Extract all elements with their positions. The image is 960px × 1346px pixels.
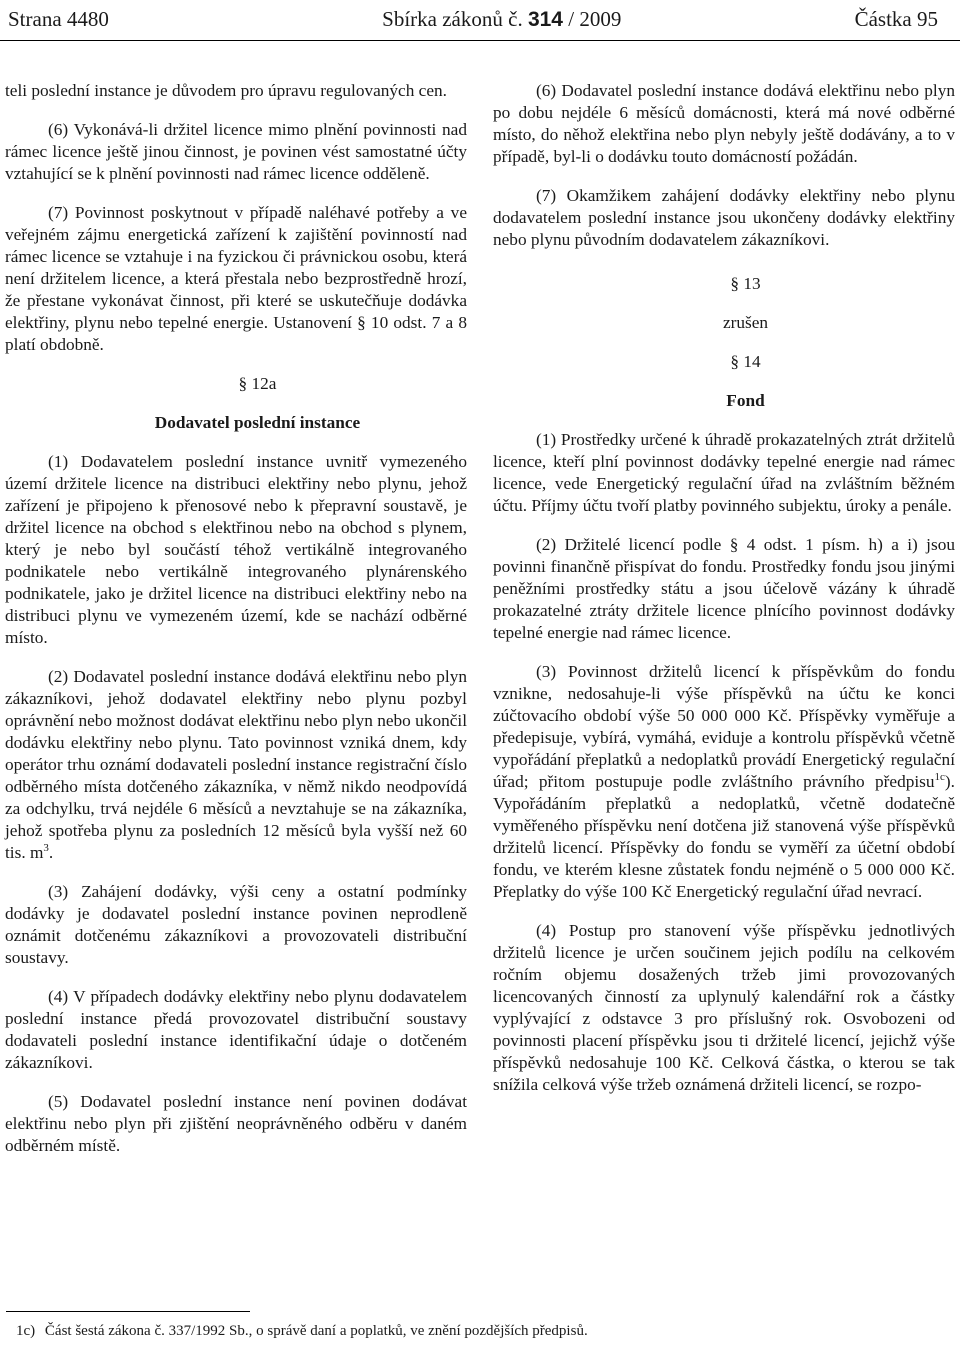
paragraph-12a-2 (5, 666, 467, 864)
paragraph-12a-7: (7) Okamžikem zahájení dodávky elektřiny nebo plynu dodavatelem poslední instance jsou ukončeny dodávky elektřiny nebo plynu původním dodavatelem zákazníkovi. (493, 186, 955, 249)
collection-name: Sbírka zákonů č. (382, 6, 523, 31)
section-14-number: § 14 (730, 352, 761, 371)
section-13-number: § 13 (730, 274, 761, 293)
paragraph-12a-3: (3) Zahájení dodávky, výši ceny a ostatní podmínky dodávky je dodavatel poslední instance povinen neprodleně oznámit dotčenému zákazníkovi a provozovateli distribuční soustavy. (5, 882, 467, 967)
paragraph-12a-6: (6) Dodavatel poslední instance dodává elektřinu nebo plyn po dobu nejdéle 6 měsíců domácnosti, která má nové odběrné místo, do něhož elektřina nebo plyn nebyly ještě dodávány, a to v případě, byl-li o dodávku touto domácností požádán. (493, 81, 955, 166)
paragraph-14-3 (493, 661, 955, 903)
paragraph-12-6: (6) Vykonává-li držitel licence mimo plnění povinnosti nad rámec licence ještě jinou činnost, je povinen vést samostatné účty vztahující se k plnění povinnosti nad rámec licence odděleně. (5, 120, 467, 183)
paragraph-12a-2-end: . (48, 843, 54, 862)
page-number: Strana 4480 (8, 6, 109, 31)
paragraph-12a-2-text: (2) Dodavatel poslední instance dodává elektřinu nebo plyn zákazníkovi, jehož dodavatel elektřiny nebo plynu pozbyl oprávnění nebo možnost dodávat elektřinu nebo plyn nebo ukončil dodávku elektřiny nebo plynu. Tato povinnost vzniká dnem, kdy operátor trhu oznámí dodavateli poslední instance registrační číslo odběrného místa dotčeného zákazníka, v němž nikdo neodpovídá za odchylku, trvá nejdéle 6 měsíců a nevztahuje se na zákazníka, jehož spotřeba plynu za posledních 12 měsíců byla vyšší než 60 tis. m (5, 667, 467, 862)
section-12a-title: Dodavatel poslední instance (154, 413, 361, 432)
footnote-mark: 1c) (16, 1323, 36, 1339)
issue-number: Částka 95 (854, 6, 938, 31)
footnote-text: Část šestá zákona č. 337/1992 Sb., o správě daní a poplatků, ve znění pozdějších předpisů. (44, 1323, 588, 1339)
paragraph-continuation: teli poslední instance je důvodem pro úpravu regulovaných cen. (5, 81, 447, 100)
left-column (5, 80, 467, 1174)
paragraph-14-3-continuation: ). Vypořádáním přeplatků a nedoplatků, včetně dodatečně vyměřeného příspěvku není dotčena již stanovená výše příspěvků držitelů licencí. Příspěvky do fondu se vyměří za účetní období fondu, ve kterém klesne zůstatek fondu nejméně o 5 000 000 Kč. Přeplatky do výše 100 Kč Energetický regulační úřad nevrací. (493, 772, 955, 901)
paragraph-12-7: (7) Povinnost poskytnout v případě naléhavé potřeby a ve veřejném zájmu energetická zařízení k zajištění povinností nad rámec licence se vztahuje i na fyzickou či právnickou osobu, která není držitelem licence, a která přestala nebo bezprostředně hrozí, že přestane vykonávat činnost, při které se uskutečňuje dodávka elektřiny, plynu nebo tepelné energie. Ustanovení § 10 odst. 7 a 8 platí obdobně. (5, 203, 467, 354)
section-13-text: zrušen (722, 313, 769, 332)
header-rule (0, 40, 960, 41)
paragraph-12a-5: (5) Dodavatel poslední instance není povinen dodávat elektřinu nebo plyn při zjištění neoprávněného odběru v daném odběrném místě. (5, 1092, 467, 1155)
section-12a-number: § 12a (238, 374, 277, 393)
right-column (493, 80, 955, 1113)
paragraph-14-1: (1) Prostředky určené k úhradě prokazatelných ztrát držitelů licence, kteří plní povinnost dodávky tepelné energie nad rámec licence, vede Energetický regulační úřad na zvláštním běžném účtu. Příjmy účtu tvoří platby povinného subjektu, úroky a penále. (493, 430, 955, 515)
paragraph-14-3-text: (3) Povinnost držitelů licencí k příspěvkům do fondu vznikne, nedosahuje-li výše příspěvků na účtu ke konci zúčtovacího období výše 50 000 000 Kč. Příspěvky vyměřuje a předepisuje, vybírá, vymáhá, eviduje a kontrolu příspěvků včetně vypořádání přeplatků a nedoplatků provádí Energetický regulační úřad; přitom postupuje podle zvláštního právního předpisu (493, 662, 955, 791)
paragraph-12a-4: (4) V případech dodávky elektřiny nebo plynu dodavatelem poslední instance předá provozovatel distribuční soustavy dodavateli poslední instance identifikační údaje o dotčeném zákazníkovi. (5, 987, 467, 1072)
paragraph-14-2: (2) Držitelé licencí podle § 4 odst. 1 písm. h) a i) jsou povinni finančně přispívat do fondu. Prostředky fondu jsou jinými peněžními prostředky státu a jsou účelově vázány k úhradě prokazatelné ztráty držitele licence plnícího povinnost dodávky tepelné energie nad rámec licence. (493, 535, 955, 642)
footnote-reference: 1c (934, 771, 945, 784)
footnote (16, 1322, 946, 1341)
collection-number: 314 (527, 7, 563, 31)
footnote-rule (6, 1311, 250, 1312)
collection-title (382, 7, 621, 32)
page-header (0, 0, 960, 38)
paragraph-12a-1: (1) Dodavatelem poslední instance uvnitř vymezeného území držitele licence na distribuci elektřiny nebo plynu, jehož zařízení je připojeno k přenosové nebo k přepravní soustavě, je držitel licence na obchod s elektřinou nebo na obchod s plynem, který je nebo byl součástí téhož vertikálně integrovaného podnikatele nebo vertikálně integrovaného plynárenského podnikatele, jako je držitel licence na distribuci elektřiny nebo na distribuci plynu ve vymezeném území, kde se nachází odběrné místo. (5, 452, 467, 647)
superscript-3: 3 (43, 842, 49, 855)
paragraph-14-4: (4) Postup pro stanovení výše příspěvku jednotlivých držitelů licence je určen součinem jejich podílu na celkovém ročním objemu dosažených tržeb jimi provozovaných licencovaných činností za uplynulý kalendářní rok a částky vyplývající z odstavce 3 pro příslušný rok. Osvobozeni od povinnosti placení příspěvku jsou ti držitelé licencí, jejichž výše příspěvků nedosahuje 100 Kč. Celková částka, o kterou se tak snížila celková výše tržeb oznámená držiteli licencí, se rozpo- (493, 921, 955, 1094)
collection-year: / 2009 (568, 6, 622, 31)
section-14-title: Fond (726, 391, 765, 410)
